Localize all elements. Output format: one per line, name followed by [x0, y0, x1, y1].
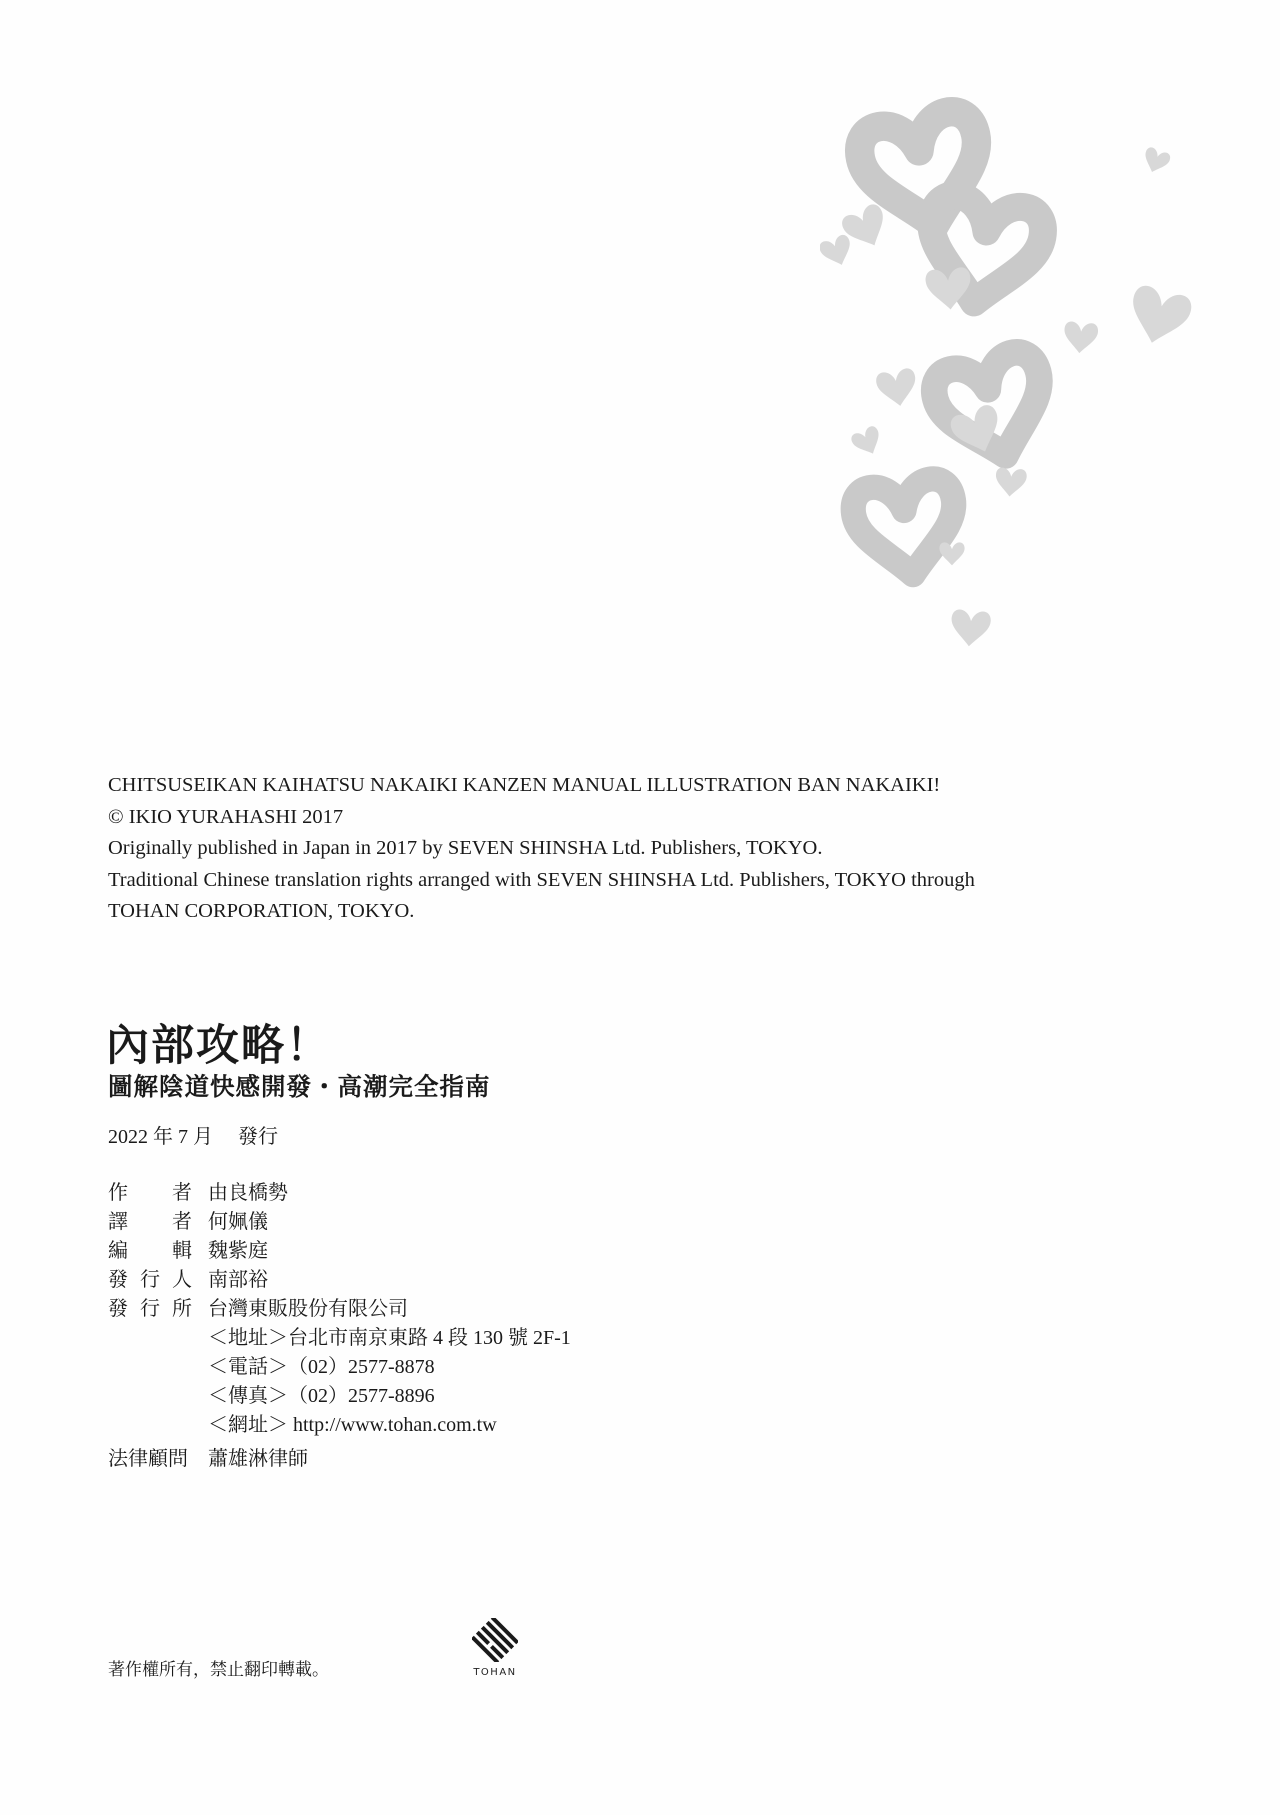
credit-row-translator: [108, 1205, 571, 1234]
tohan-logo-icon: [472, 1618, 518, 1662]
rights-line: © IKIO YURAHASHI 2017: [108, 805, 344, 828]
publication-date: [108, 1120, 284, 1149]
heart-filled: [1140, 146, 1172, 176]
book-subtitle: 圖解陰道快感開發・高潮完全指南: [108, 1072, 491, 1101]
heart-filled: [1063, 321, 1099, 355]
heart-outline: [850, 476, 963, 581]
credit-value: 魏紫庭: [208, 1240, 268, 1262]
credit-label: 法律顧問: [108, 1448, 188, 1470]
rights-notice: [108, 770, 975, 928]
credit-label: 編 輯: [108, 1240, 192, 1262]
credit-label: 譯 者: [108, 1211, 192, 1233]
credit-label: 發 行 所: [108, 1298, 192, 1320]
company-address: ＜地址＞台北市南京東路 4 段 130 號 2F-1: [208, 1327, 571, 1349]
credit-row-publisher: [108, 1263, 571, 1292]
rights-line: CHITSUSEIKAN KAIHATSU NAKAIKI KANZEN MANUAL ILLUSTRATION BAN NAKAIKI!: [108, 774, 941, 796]
company-website: ＜網址＞ http://www.tohan.com.tw: [208, 1414, 497, 1436]
credit-value: 蕭雄淋律師: [208, 1448, 308, 1470]
company-phone: ＜電話＞（02）2577-8878: [208, 1356, 435, 1378]
credit-value: 台灣東販股份有限公司: [208, 1298, 408, 1320]
credit-value: 何姵儀: [208, 1211, 268, 1233]
credit-row-author: [108, 1176, 571, 1205]
credit-value: 南部裕: [208, 1269, 268, 1291]
tohan-logo: [466, 1618, 524, 1682]
logo-text: TOHAN: [473, 1667, 517, 1678]
credit-label: 發 行 人: [108, 1269, 192, 1291]
credit-row-company: [108, 1292, 571, 1321]
credit-row-editor: [108, 1234, 571, 1263]
rights-line: Traditional Chinese translation rights arranged with SEVEN SHINSHA Ltd. Publishers, TOKYO through: [108, 868, 975, 891]
hearts-decoration: [820, 90, 1220, 660]
credit-label: 作 者: [108, 1182, 192, 1204]
credit-value: 由良橋勢: [208, 1182, 288, 1204]
rights-line: Originally published in Japan in 2017 by SEVEN SHINSHA Ltd. Publishers, TOKYO.: [108, 837, 823, 859]
date-text: 2022 年 7 月: [108, 1126, 213, 1148]
date-action: 發行: [238, 1126, 278, 1148]
heart-filled: [875, 367, 920, 409]
heart-filled: [1123, 283, 1194, 350]
heart-filled: [939, 542, 964, 565]
credits-block: [108, 1176, 571, 1471]
heart-filled: [849, 424, 885, 459]
heart-filled: [994, 467, 1027, 498]
copyright-notice: 著作權所有，禁止翻印轉載。: [108, 1660, 329, 1680]
book-title: 內部攻略！: [106, 1021, 331, 1071]
heart-filled: [820, 233, 856, 270]
heart-filled: [949, 609, 991, 648]
rights-line: TOHAN CORPORATION, TOKYO.: [108, 900, 415, 922]
company-fax: ＜傳真＞（02）2577-8896: [208, 1385, 435, 1407]
credit-row-legal: [108, 1442, 571, 1471]
